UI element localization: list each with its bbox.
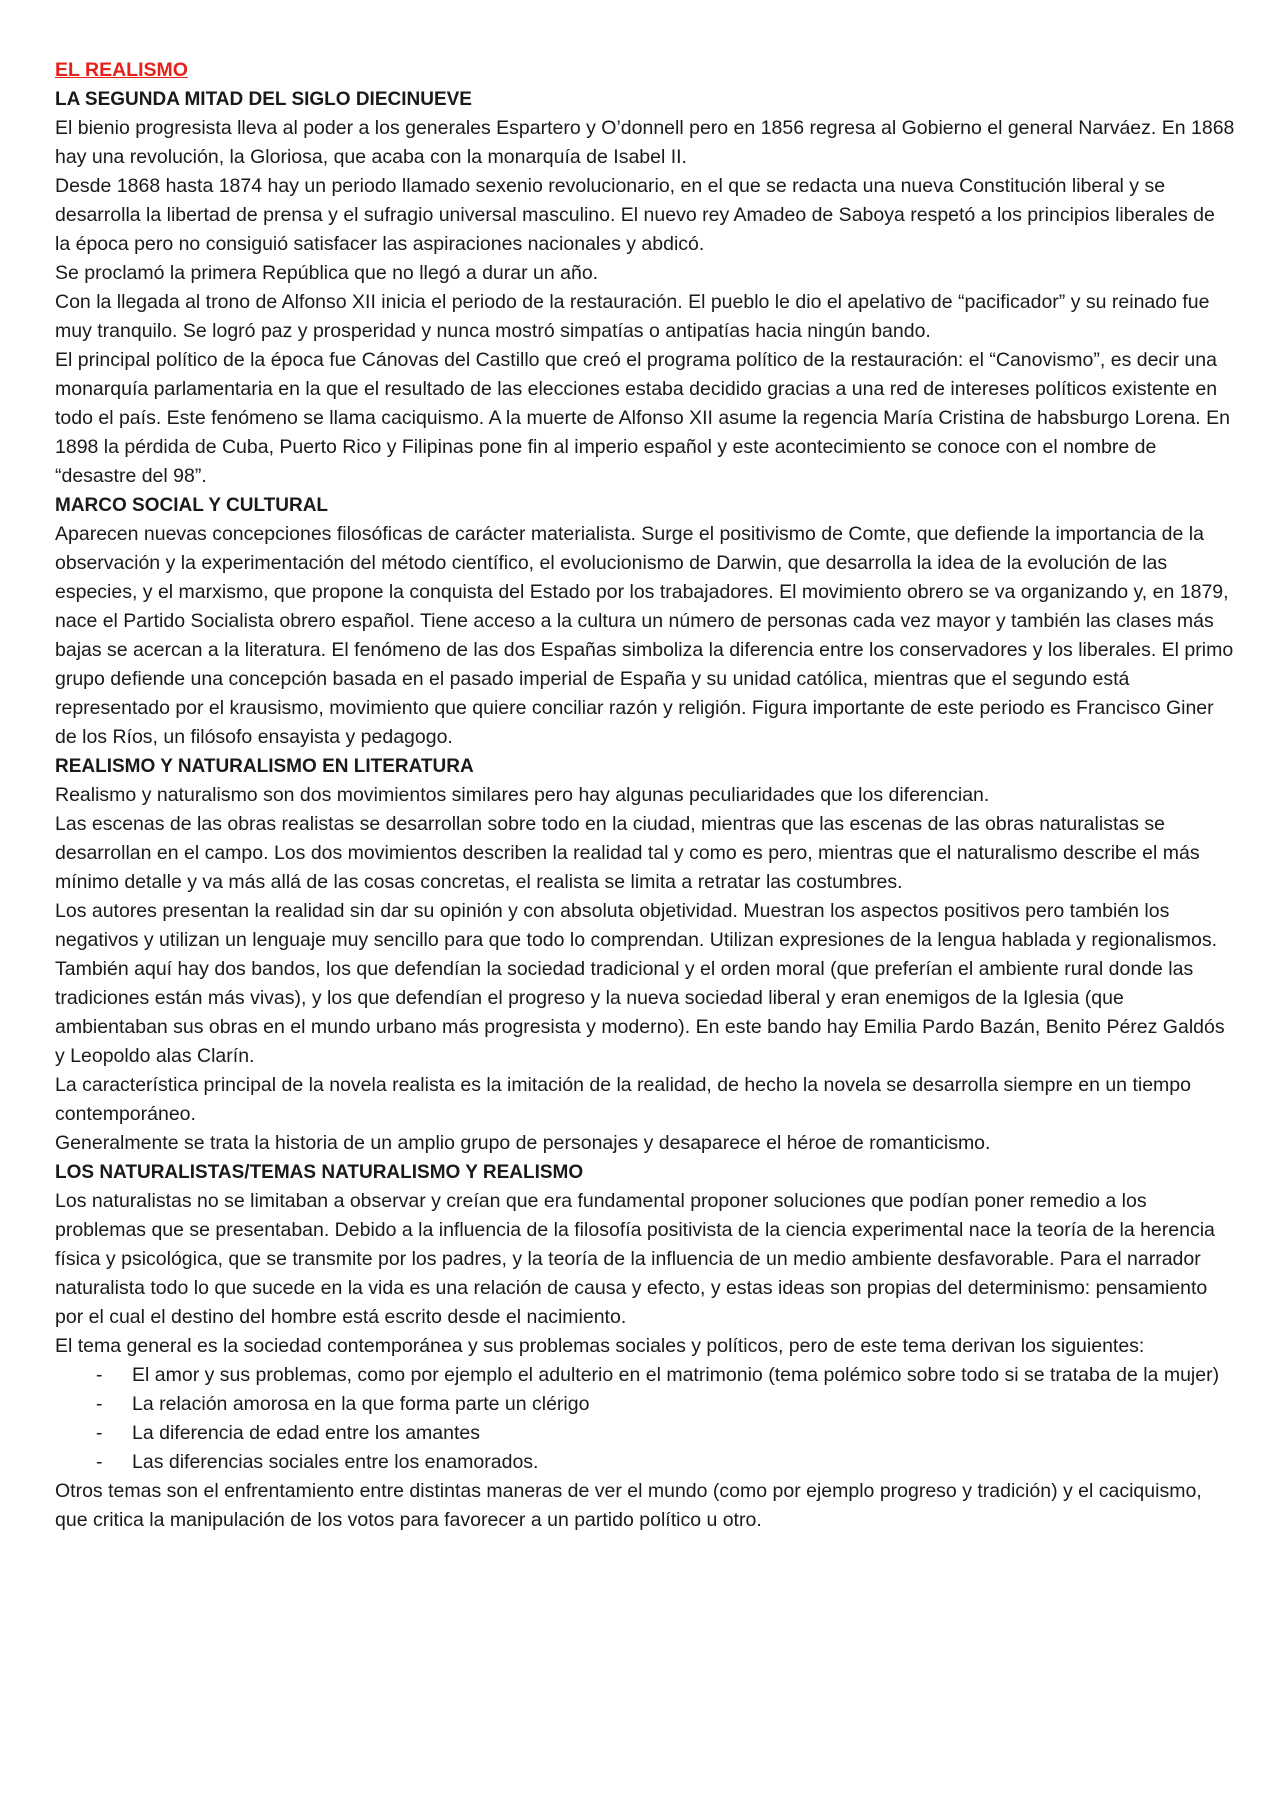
paragraph: Los naturalistas no se limitaban a observar y creían que era fundamental proponer soluciones que podían poner remedio a los problemas que se presentaban. Debido a la influencia de la filosofía positivista de la ciencia experimental nace la teoría de la herencia física y psicológica, que se transmite por los padres, y la teoría de la influencia de un medio ambiente desfavorable. Para el narrador naturalista todo lo que sucede en la vida es una relación de causa y efecto, y estas ideas son propias del determinismo: pensamiento por el cual el destino del hombre está escrito desde el nacimiento.	[55, 1190, 1215, 1328]
topics-list	[55, 1361, 1235, 1477]
list-dash: -	[96, 1393, 103, 1415]
paragraph: El bienio progresista lleva al poder a los generales Espartero y O’donnell pero en 1856 regresa al Gobierno el general Narváez. En 1868 hay una revolución, la Gloriosa, que acaba con la monarquía de Isabel II.	[55, 117, 1235, 168]
section-heading-realismo-naturalismo: REALISMO Y NATURALISMO EN LITERATURA	[55, 756, 474, 777]
paragraph: El tema general es la sociedad contemporánea y sus problemas sociales y políticos, pero de este tema derivan los siguientes:	[55, 1335, 1145, 1357]
section-heading-naturalistas-temas: LOS NATURALISTAS/TEMAS NATURALISMO Y REALISMO	[55, 1162, 584, 1183]
list-dash: -	[96, 1364, 103, 1386]
paragraph: La característica principal de la novela realista es la imitación de la realidad, de hecho la novela se desarrolla siempre en un tiempo contemporáneo.	[55, 1074, 1191, 1125]
closing-paragraph: Otros temas son el enfrentamiento entre distintas maneras de ver el mundo (como por ejemplo progreso y tradición) y el caciquismo, que critica la manipulación de los votos para favorecer a un partido político u otro.	[55, 1480, 1202, 1531]
list-item-text: Las diferencias sociales entre los enamorados.	[132, 1451, 539, 1473]
section-heading-segunda-mitad: LA SEGUNDA MITAD DEL SIGLO DIECINUEVE	[55, 89, 472, 110]
list-item	[55, 1390, 1235, 1419]
list-item-text: La relación amorosa en la que forma parte un clérigo	[132, 1393, 590, 1415]
list-item	[55, 1448, 1235, 1477]
paragraph: Aparecen nuevas concepciones filosóficas de carácter materialista. Surge el positivismo de Comte, que defiende la importancia de la observación y la experimentación del método científico, el evolucionismo de Darwin, que desarrolla la idea de la evolución de las especies, y el marxismo, que propone la conquista del Estado por los trabajadores. El movimiento obrero se va organizando y, en 1879, nace el Partido Socialista obrero español. Tiene acceso a la cultura un número de personas cada vez mayor y también las clases más bajas se acercan a la literatura. El fenómeno de las dos Españas simboliza la diferencia entre los conservadores y los liberales. El primo grupo defiende una concepción basada en el pasado imperial de España y su unidad católica, mientras que el segundo está representado por el krausismo, movimiento que quiere conciliar razón y religión. Figura importante de este periodo es Francisco Giner de los Ríos, un filósofo ensayista y pedagogo.	[55, 523, 1234, 748]
paragraph: Con la llegada al trono de Alfonso XII inicia el periodo de la restauración. El pueblo le dio el apelativo de “pacificador” y su reinado fue muy tranquilo. Se logró paz y prosperidad y nunca mostró simpatías o antipatías hacia ningún bando.	[55, 291, 1210, 342]
paragraph: Se proclamó la primera República que no llegó a durar un año.	[55, 262, 599, 284]
document-page	[55, 56, 1235, 1535]
list-dash: -	[96, 1451, 103, 1473]
list-item	[55, 1361, 1235, 1390]
list-item-text: El amor y sus problemas, como por ejemplo el adulterio en el matrimonio (tema polémico sobre todo si se trataba de la mujer)	[132, 1364, 1220, 1386]
paragraph: Desde 1868 hasta 1874 hay un periodo llamado sexenio revolucionario, en el que se redacta una nueva Constitución liberal y se desarrolla la libertad de prensa y el sufragio universal masculino. El nuevo rey Amadeo de Saboya respetó a los principios liberales de la época pero no consiguió satisfacer las aspiraciones nacionales y abdicó.	[55, 175, 1215, 255]
list-item-text: La diferencia de edad entre los amantes	[132, 1422, 480, 1444]
paragraph: Los autores presentan la realidad sin dar su opinión y con absoluta objetividad. Muestran los aspectos positivos pero también los negativos y utilizan un lenguaje muy sencillo para que todo lo comprendan. Utilizan expresiones de la lengua hablada y regionalismos. También aquí hay dos bandos, los que defendían la sociedad tradicional y el orden moral (que preferían el ambiente rural donde las tradiciones están más vivas), y los que defendían el progreso y la nueva sociedad liberal y eran enemigos de la Iglesia (que ambientaban sus obras en el mundo urbano más progresista y moderno). En este bando hay Emilia Pardo Bazán, Benito Pérez Galdós y Leopoldo alas Clarín.	[55, 900, 1225, 1067]
paragraph: Realismo y naturalismo son dos movimientos similares pero hay algunas peculiaridades que los diferencian.	[55, 784, 990, 806]
document-title: EL REALISMO	[55, 59, 188, 81]
paragraph: Generalmente se trata la historia de un amplio grupo de personajes y desaparece el héroe de romanticismo.	[55, 1132, 991, 1154]
paragraph: Las escenas de las obras realistas se desarrollan sobre todo en la ciudad, mientras que las escenas de las obras naturalistas se desarrollan en el campo. Los dos movimientos describen la realidad tal y como es pero, mientras que el naturalismo describe el más mínimo detalle y va más allá de las cosas concretas, el realista se limita a retratar las costumbres.	[55, 813, 1200, 893]
paragraph: El principal político de la época fue Cánovas del Castillo que creó el programa político de la restauración: el “Canovismo”, es decir una monarquía parlamentaria en la que el resultado de las elecciones estaba decidido gracias a una red de intereses políticos existente en todo el país. Este fenómeno se llama caciquismo. A la muerte de Alfonso XII asume la regencia María Cristina de habsburgo Lorena. En 1898 la pérdida de Cuba, Puerto Rico y Filipinas pone fin al imperio español y este acontecimiento se conoce con el nombre de “desastre del 98”.	[55, 349, 1230, 487]
section-heading-marco-social: MARCO SOCIAL Y CULTURAL	[55, 495, 329, 516]
list-dash: -	[96, 1422, 103, 1444]
list-item	[55, 1419, 1235, 1448]
